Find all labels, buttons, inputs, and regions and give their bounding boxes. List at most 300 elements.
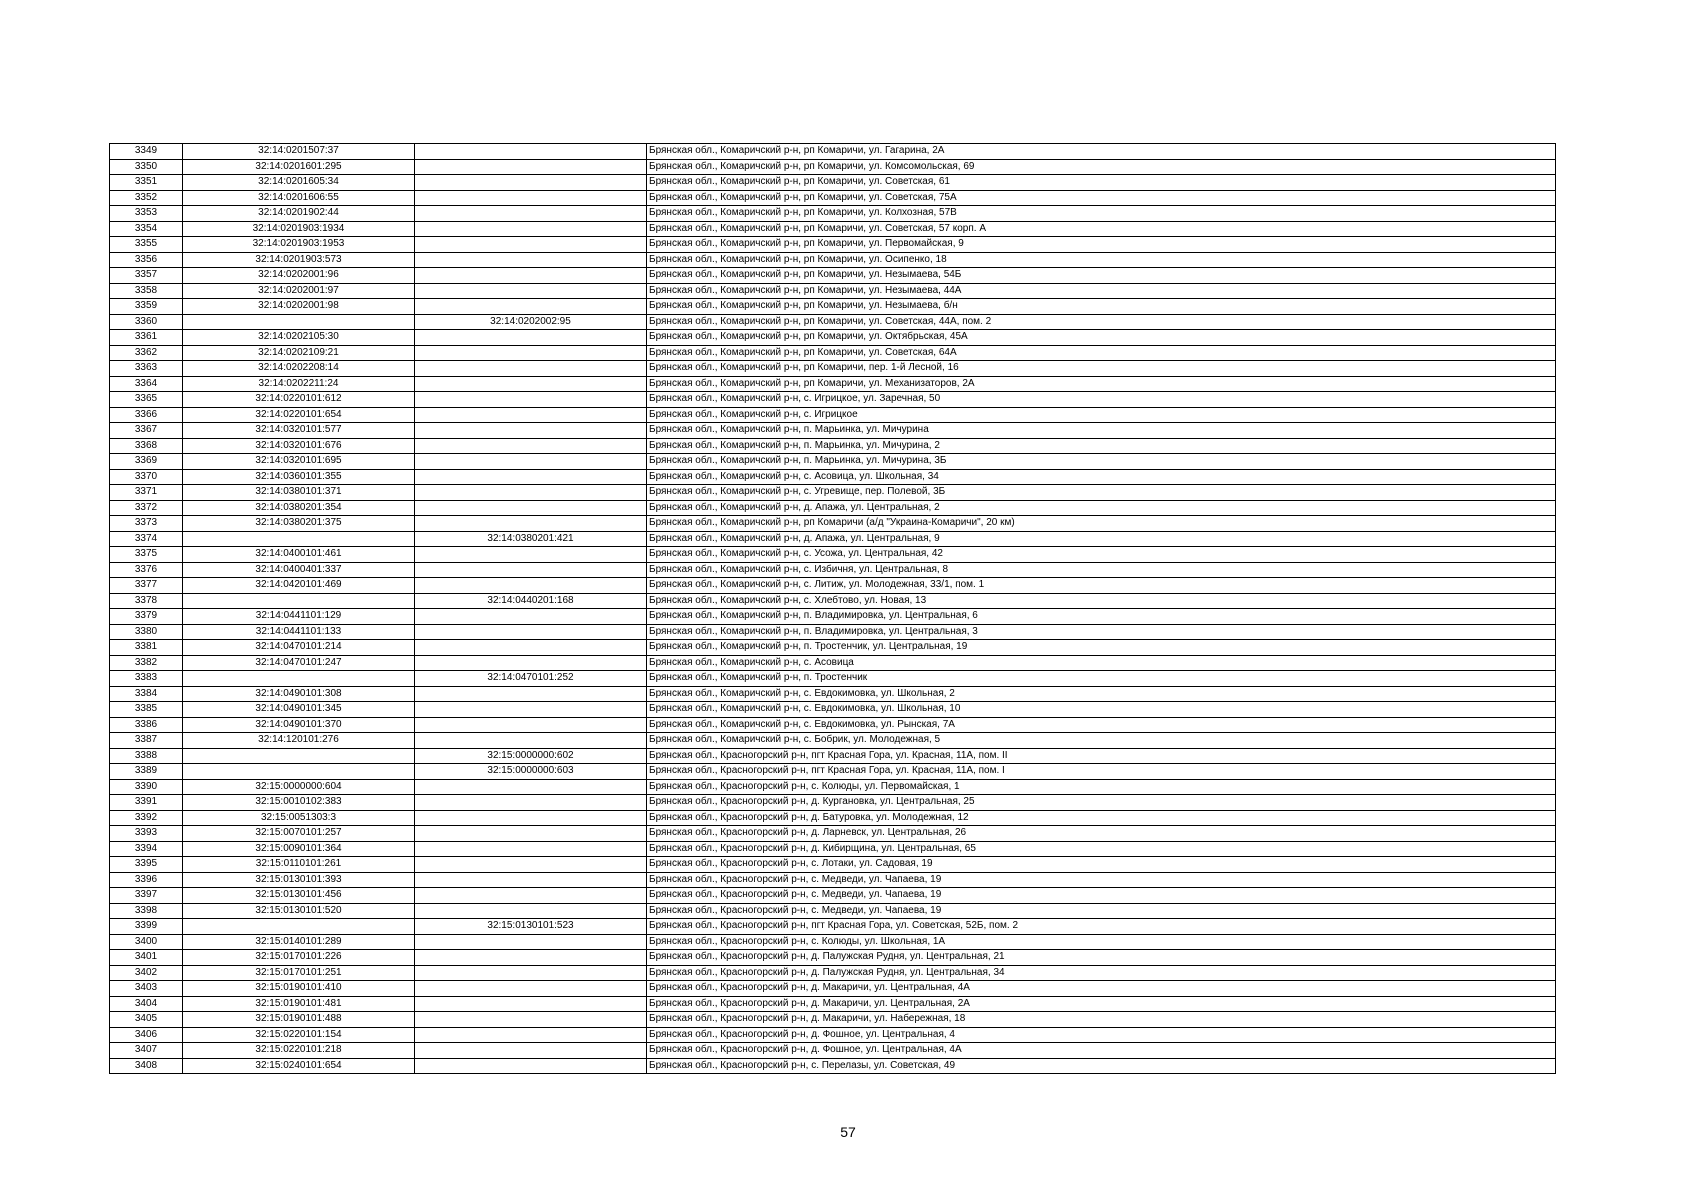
registry-table-body bbox=[110, 144, 1556, 1074]
table-row bbox=[110, 206, 1556, 222]
row-number-cell: 3369 bbox=[110, 454, 183, 470]
cadastral-number-cell bbox=[183, 764, 415, 780]
row-number-cell: 3403 bbox=[110, 981, 183, 997]
row-number-cell: 3375 bbox=[110, 547, 183, 563]
cadastral-number-cell: 32:14:0320101:695 bbox=[183, 454, 415, 470]
table-row bbox=[110, 500, 1556, 516]
table-row bbox=[110, 795, 1556, 811]
table-row bbox=[110, 1058, 1556, 1074]
table-row bbox=[110, 624, 1556, 640]
premises-cadastral-number-cell bbox=[415, 717, 647, 733]
address-cell: Брянская обл., Комаричский р-н, рп Комаричи, ул. Комсомольская, 69 bbox=[647, 159, 1556, 175]
premises-cadastral-number-cell bbox=[415, 733, 647, 749]
table-row bbox=[110, 345, 1556, 361]
table-row bbox=[110, 810, 1556, 826]
premises-cadastral-number-cell bbox=[415, 283, 647, 299]
row-number-cell: 3387 bbox=[110, 733, 183, 749]
row-number-cell: 3378 bbox=[110, 593, 183, 609]
address-cell: Брянская обл., Красногорский р-н, д. Батуровка, ул. Молодежная, 12 bbox=[647, 810, 1556, 826]
cadastral-number-cell: 32:14:120101:276 bbox=[183, 733, 415, 749]
registry-table bbox=[109, 143, 1556, 1074]
cadastral-number-cell: 32:14:0490101:345 bbox=[183, 702, 415, 718]
table-row bbox=[110, 733, 1556, 749]
address-cell: Брянская обл., Красногорский р-н, д. Фошное, ул. Центральная, 4 bbox=[647, 1027, 1556, 1043]
premises-cadastral-number-cell bbox=[415, 469, 647, 485]
table-row bbox=[110, 562, 1556, 578]
table-row bbox=[110, 1027, 1556, 1043]
address-cell: Брянская обл., Красногорский р-н, д. Макаричи, ул. Центральная, 2А bbox=[647, 996, 1556, 1012]
address-cell: Брянская обл., Комаричский р-н, рп Комаричи, ул. Первомайская, 9 bbox=[647, 237, 1556, 253]
address-cell: Брянская обл., Комаричский р-н, с. Хлебтово, ул. Новая, 13 bbox=[647, 593, 1556, 609]
cadastral-number-cell: 32:14:0470101:214 bbox=[183, 640, 415, 656]
row-number-cell: 3354 bbox=[110, 221, 183, 237]
row-number-cell: 3379 bbox=[110, 609, 183, 625]
table-row bbox=[110, 423, 1556, 439]
cadastral-number-cell: 32:14:0400401:337 bbox=[183, 562, 415, 578]
cadastral-number-cell: 32:15:0170101:226 bbox=[183, 950, 415, 966]
cadastral-number-cell: 32:14:0202001:98 bbox=[183, 299, 415, 315]
cadastral-number-cell: 32:15:0010102:383 bbox=[183, 795, 415, 811]
address-cell: Брянская обл., Комаричский р-н, п. Владимировка, ул. Центральная, 3 bbox=[647, 624, 1556, 640]
cadastral-number-cell: 32:15:0170101:251 bbox=[183, 965, 415, 981]
premises-cadastral-number-cell bbox=[415, 547, 647, 563]
address-cell: Брянская обл., Комаричский р-н, п. Марьинка, ул. Мичурина, 2 bbox=[647, 438, 1556, 454]
row-number-cell: 3382 bbox=[110, 655, 183, 671]
premises-cadastral-number-cell bbox=[415, 903, 647, 919]
table-row bbox=[110, 764, 1556, 780]
row-number-cell: 3350 bbox=[110, 159, 183, 175]
table-row bbox=[110, 516, 1556, 532]
table-row bbox=[110, 407, 1556, 423]
address-cell: Брянская обл., Комаричский р-н, д. Апажа, ул. Центральная, 9 bbox=[647, 531, 1556, 547]
cadastral-number-cell: 32:15:0190101:488 bbox=[183, 1012, 415, 1028]
premises-cadastral-number-cell bbox=[415, 345, 647, 361]
row-number-cell: 3368 bbox=[110, 438, 183, 454]
table-row bbox=[110, 593, 1556, 609]
table-row bbox=[110, 330, 1556, 346]
address-cell: Брянская обл., Комаричский р-н, рп Комаричи, ул. Советская, 61 bbox=[647, 175, 1556, 191]
premises-cadastral-number-cell bbox=[415, 996, 647, 1012]
address-cell: Брянская обл., Красногорский р-н, с. Медведи, ул. Чапаева, 19 bbox=[647, 888, 1556, 904]
cadastral-number-cell: 32:14:0490101:308 bbox=[183, 686, 415, 702]
cadastral-number-cell: 32:15:0130101:456 bbox=[183, 888, 415, 904]
table-row bbox=[110, 655, 1556, 671]
cadastral-number-cell bbox=[183, 748, 415, 764]
premises-cadastral-number-cell bbox=[415, 857, 647, 873]
address-cell: Брянская обл., Комаричский р-н, рп Комаричи, ул. Колхозная, 57В bbox=[647, 206, 1556, 222]
table-row bbox=[110, 965, 1556, 981]
address-cell: Брянская обл., Комаричский р-н, рп Комаричи, ул. Октябрьская, 45А bbox=[647, 330, 1556, 346]
premises-cadastral-number-cell bbox=[415, 981, 647, 997]
row-number-cell: 3396 bbox=[110, 872, 183, 888]
cadastral-number-cell: 32:14:0320101:577 bbox=[183, 423, 415, 439]
row-number-cell: 3355 bbox=[110, 237, 183, 253]
table-row bbox=[110, 376, 1556, 392]
premises-cadastral-number-cell bbox=[415, 221, 647, 237]
address-cell: Брянская обл., Красногорский р-н, д. Ларневск, ул. Центральная, 26 bbox=[647, 826, 1556, 842]
cadastral-number-cell: 32:15:0220101:218 bbox=[183, 1043, 415, 1059]
address-cell: Брянская обл., Комаричский р-н, рп Комаричи, ул. Советская, 75А bbox=[647, 190, 1556, 206]
premises-cadastral-number-cell bbox=[415, 841, 647, 857]
row-number-cell: 3349 bbox=[110, 144, 183, 160]
table-row bbox=[110, 857, 1556, 873]
cadastral-number-cell: 32:15:0220101:154 bbox=[183, 1027, 415, 1043]
premises-cadastral-number-cell bbox=[415, 1027, 647, 1043]
address-cell: Брянская обл., Комаричский р-н, с. Евдокимовка, ул. Школьная, 2 bbox=[647, 686, 1556, 702]
premises-cadastral-number-cell bbox=[415, 779, 647, 795]
address-cell: Брянская обл., Комаричский р-н, с. Игрицкое bbox=[647, 407, 1556, 423]
cadastral-number-cell: 32:15:0110101:261 bbox=[183, 857, 415, 873]
premises-cadastral-number-cell bbox=[415, 454, 647, 470]
table-row bbox=[110, 159, 1556, 175]
premises-cadastral-number-cell bbox=[415, 702, 647, 718]
cadastral-number-cell: 32:15:0130101:393 bbox=[183, 872, 415, 888]
row-number-cell: 3385 bbox=[110, 702, 183, 718]
row-number-cell: 3377 bbox=[110, 578, 183, 594]
table-row bbox=[110, 299, 1556, 315]
premises-cadastral-number-cell bbox=[415, 888, 647, 904]
address-cell: Брянская обл., Красногорский р-н, с. Колюды, ул. Школьная, 1А bbox=[647, 934, 1556, 950]
premises-cadastral-number-cell bbox=[415, 376, 647, 392]
table-row bbox=[110, 609, 1556, 625]
cadastral-number-cell: 32:14:0400101:461 bbox=[183, 547, 415, 563]
table-row bbox=[110, 981, 1556, 997]
premises-cadastral-number-cell: 32:15:0130101:523 bbox=[415, 919, 647, 935]
cadastral-number-cell: 32:14:0470101:247 bbox=[183, 655, 415, 671]
table-row bbox=[110, 686, 1556, 702]
address-cell: Брянская обл., Комаричский р-н, рп Комаричи, ул. Советская, 57 корп. А bbox=[647, 221, 1556, 237]
row-number-cell: 3380 bbox=[110, 624, 183, 640]
premises-cadastral-number-cell bbox=[415, 1058, 647, 1074]
row-number-cell: 3391 bbox=[110, 795, 183, 811]
address-cell: Брянская обл., Красногорский р-н, д. Кургановка, ул. Центральная, 25 bbox=[647, 795, 1556, 811]
address-cell: Брянская обл., Красногорский р-н, с. Лотаки, ул. Садовая, 19 bbox=[647, 857, 1556, 873]
address-cell: Брянская обл., Красногорский р-н, д. Палужская Рудня, ул. Центральная, 34 bbox=[647, 965, 1556, 981]
row-number-cell: 3402 bbox=[110, 965, 183, 981]
cadastral-number-cell: 32:14:0201605:34 bbox=[183, 175, 415, 191]
row-number-cell: 3357 bbox=[110, 268, 183, 284]
premises-cadastral-number-cell bbox=[415, 500, 647, 516]
premises-cadastral-number-cell: 32:15:0000000:603 bbox=[415, 764, 647, 780]
address-cell: Брянская обл., Комаричский р-н, рп Комаричи, ул. Механизаторов, 2А bbox=[647, 376, 1556, 392]
table-row bbox=[110, 485, 1556, 501]
address-cell: Брянская обл., Красногорский р-н, пгт Красная Гора, ул. Красная, 11А, пом. I bbox=[647, 764, 1556, 780]
premises-cadastral-number-cell bbox=[415, 392, 647, 408]
table-row bbox=[110, 671, 1556, 687]
row-number-cell: 3360 bbox=[110, 314, 183, 330]
row-number-cell: 3397 bbox=[110, 888, 183, 904]
address-cell: Брянская обл., Комаричский р-н, с. Литиж, ул. Молодежная, 33/1, пом. 1 bbox=[647, 578, 1556, 594]
cadastral-number-cell bbox=[183, 919, 415, 935]
premises-cadastral-number-cell bbox=[415, 624, 647, 640]
premises-cadastral-number-cell bbox=[415, 872, 647, 888]
row-number-cell: 3376 bbox=[110, 562, 183, 578]
table-row bbox=[110, 717, 1556, 733]
cadastral-number-cell: 32:14:0201902:44 bbox=[183, 206, 415, 222]
address-cell: Брянская обл., Комаричский р-н, рп Комаричи, ул. Осипенко, 18 bbox=[647, 252, 1556, 268]
address-cell: Брянская обл., Красногорский р-н, с. Перелазы, ул. Советская, 49 bbox=[647, 1058, 1556, 1074]
row-number-cell: 3386 bbox=[110, 717, 183, 733]
cadastral-number-cell: 32:14:0201903:1953 bbox=[183, 237, 415, 253]
cadastral-number-cell: 32:15:0051303:3 bbox=[183, 810, 415, 826]
address-cell: Брянская обл., Красногорский р-н, с. Медведи, ул. Чапаева, 19 bbox=[647, 903, 1556, 919]
row-number-cell: 3384 bbox=[110, 686, 183, 702]
address-cell: Брянская обл., Комаричский р-н, рп Комаричи, ул. Незымаева, 54Б bbox=[647, 268, 1556, 284]
address-cell: Брянская обл., Комаричский р-н, с. Игрицкое, ул. Заречная, 50 bbox=[647, 392, 1556, 408]
premises-cadastral-number-cell: 32:15:0000000:602 bbox=[415, 748, 647, 764]
premises-cadastral-number-cell bbox=[415, 950, 647, 966]
premises-cadastral-number-cell bbox=[415, 190, 647, 206]
premises-cadastral-number-cell bbox=[415, 175, 647, 191]
row-number-cell: 3389 bbox=[110, 764, 183, 780]
table-row bbox=[110, 438, 1556, 454]
row-number-cell: 3374 bbox=[110, 531, 183, 547]
cadastral-number-cell: 32:14:0201606:55 bbox=[183, 190, 415, 206]
address-cell: Брянская обл., Комаричский р-н, с. Евдокимовка, ул. Рынская, 7А bbox=[647, 717, 1556, 733]
row-number-cell: 3370 bbox=[110, 469, 183, 485]
address-cell: Брянская обл., Комаричский р-н, рп Комаричи, ул. Незымаева, 44А bbox=[647, 283, 1556, 299]
premises-cadastral-number-cell: 32:14:0380201:421 bbox=[415, 531, 647, 547]
address-cell: Брянская обл., Комаричский р-н, с. Избичня, ул. Центральная, 8 bbox=[647, 562, 1556, 578]
premises-cadastral-number-cell bbox=[415, 268, 647, 284]
row-number-cell: 3372 bbox=[110, 500, 183, 516]
row-number-cell: 3373 bbox=[110, 516, 183, 532]
row-number-cell: 3390 bbox=[110, 779, 183, 795]
row-number-cell: 3371 bbox=[110, 485, 183, 501]
premises-cadastral-number-cell bbox=[415, 965, 647, 981]
table-row bbox=[110, 268, 1556, 284]
premises-cadastral-number-cell bbox=[415, 252, 647, 268]
row-number-cell: 3356 bbox=[110, 252, 183, 268]
cadastral-number-cell: 32:14:0202109:21 bbox=[183, 345, 415, 361]
address-cell: Брянская обл., Комаричский р-н, с. Угревище, пер. Полевой, 3Б bbox=[647, 485, 1556, 501]
cadastral-number-cell: 32:14:0202001:96 bbox=[183, 268, 415, 284]
row-number-cell: 3404 bbox=[110, 996, 183, 1012]
row-number-cell: 3394 bbox=[110, 841, 183, 857]
table-row bbox=[110, 144, 1556, 160]
row-number-cell: 3366 bbox=[110, 407, 183, 423]
row-number-cell: 3362 bbox=[110, 345, 183, 361]
cadastral-number-cell: 32:15:0240101:654 bbox=[183, 1058, 415, 1074]
table-row bbox=[110, 919, 1556, 935]
page-number: 57 bbox=[840, 1124, 856, 1140]
address-cell: Брянская обл., Комаричский р-н, рп Комаричи, ул. Гагарина, 2А bbox=[647, 144, 1556, 160]
address-cell: Брянская обл., Комаричский р-н, рп Комаричи, ул. Советская, 64А bbox=[647, 345, 1556, 361]
row-number-cell: 3401 bbox=[110, 950, 183, 966]
address-cell: Брянская обл., Красногорский р-н, д. Макаричи, ул. Центральная, 4А bbox=[647, 981, 1556, 997]
premises-cadastral-number-cell bbox=[415, 407, 647, 423]
table-row bbox=[110, 934, 1556, 950]
table-row bbox=[110, 702, 1556, 718]
row-number-cell: 3399 bbox=[110, 919, 183, 935]
table-row bbox=[110, 888, 1556, 904]
address-cell: Брянская обл., Красногорский р-н, д. Кибирщина, ул. Центральная, 65 bbox=[647, 841, 1556, 857]
premises-cadastral-number-cell bbox=[415, 1012, 647, 1028]
table-row bbox=[110, 252, 1556, 268]
premises-cadastral-number-cell bbox=[415, 640, 647, 656]
table-row bbox=[110, 547, 1556, 563]
cadastral-number-cell bbox=[183, 671, 415, 687]
address-cell: Брянская обл., Комаричский р-н, с. Асовица, ул. Школьная, 34 bbox=[647, 469, 1556, 485]
address-cell: Брянская обл., Комаричский р-н, п. Владимировка, ул. Центральная, 6 bbox=[647, 609, 1556, 625]
table-row bbox=[110, 640, 1556, 656]
premises-cadastral-number-cell bbox=[415, 144, 647, 160]
premises-cadastral-number-cell bbox=[415, 1043, 647, 1059]
table-row bbox=[110, 841, 1556, 857]
premises-cadastral-number-cell bbox=[415, 655, 647, 671]
premises-cadastral-number-cell bbox=[415, 438, 647, 454]
table-row bbox=[110, 175, 1556, 191]
cadastral-number-cell: 32:14:0360101:355 bbox=[183, 469, 415, 485]
address-cell: Брянская обл., Красногорский р-н, пгт Красная Гора, ул. Советская, 52Б, пом. 2 bbox=[647, 919, 1556, 935]
address-cell: Брянская обл., Комаричский р-н, с. Евдокимовка, ул. Школьная, 10 bbox=[647, 702, 1556, 718]
table-row bbox=[110, 826, 1556, 842]
cadastral-number-cell: 32:14:0201601:295 bbox=[183, 159, 415, 175]
table-row bbox=[110, 531, 1556, 547]
address-cell: Брянская обл., Комаричский р-н, с. Асовица bbox=[647, 655, 1556, 671]
premises-cadastral-number-cell: 32:14:0202002:95 bbox=[415, 314, 647, 330]
cadastral-number-cell: 32:14:0220101:612 bbox=[183, 392, 415, 408]
table-row bbox=[110, 314, 1556, 330]
table-row bbox=[110, 221, 1556, 237]
row-number-cell: 3388 bbox=[110, 748, 183, 764]
premises-cadastral-number-cell bbox=[415, 826, 647, 842]
table-row bbox=[110, 578, 1556, 594]
premises-cadastral-number-cell bbox=[415, 609, 647, 625]
address-cell: Брянская обл., Комаричский р-н, с. Бобрик, ул. Молодежная, 5 bbox=[647, 733, 1556, 749]
row-number-cell: 3367 bbox=[110, 423, 183, 439]
row-number-cell: 3358 bbox=[110, 283, 183, 299]
premises-cadastral-number-cell bbox=[415, 159, 647, 175]
address-cell: Брянская обл., Красногорский р-н, с. Медведи, ул. Чапаева, 19 bbox=[647, 872, 1556, 888]
row-number-cell: 3364 bbox=[110, 376, 183, 392]
premises-cadastral-number-cell bbox=[415, 361, 647, 377]
premises-cadastral-number-cell bbox=[415, 299, 647, 315]
table-row bbox=[110, 950, 1556, 966]
address-cell: Брянская обл., Комаричский р-н, п. Марьинка, ул. Мичурина, 3Б bbox=[647, 454, 1556, 470]
address-cell: Брянская обл., Красногорский р-н, д. Макаричи, ул. Набережная, 18 bbox=[647, 1012, 1556, 1028]
cadastral-number-cell bbox=[183, 531, 415, 547]
table-row bbox=[110, 190, 1556, 206]
cadastral-number-cell: 32:14:0441101:133 bbox=[183, 624, 415, 640]
premises-cadastral-number-cell bbox=[415, 423, 647, 439]
premises-cadastral-number-cell bbox=[415, 562, 647, 578]
cadastral-number-cell: 32:14:0420101:469 bbox=[183, 578, 415, 594]
cadastral-number-cell: 32:14:0320101:676 bbox=[183, 438, 415, 454]
premises-cadastral-number-cell bbox=[415, 934, 647, 950]
premises-cadastral-number-cell bbox=[415, 206, 647, 222]
cadastral-number-cell: 32:15:0140101:289 bbox=[183, 934, 415, 950]
row-number-cell: 3407 bbox=[110, 1043, 183, 1059]
row-number-cell: 3381 bbox=[110, 640, 183, 656]
cadastral-number-cell: 32:14:0202001:97 bbox=[183, 283, 415, 299]
cadastral-number-cell bbox=[183, 593, 415, 609]
cadastral-number-cell: 32:15:0000000:604 bbox=[183, 779, 415, 795]
cadastral-number-cell: 32:14:0201903:573 bbox=[183, 252, 415, 268]
row-number-cell: 3392 bbox=[110, 810, 183, 826]
cadastral-number-cell: 32:14:0380201:354 bbox=[183, 500, 415, 516]
cadastral-number-cell: 32:15:0190101:410 bbox=[183, 981, 415, 997]
premises-cadastral-number-cell bbox=[415, 485, 647, 501]
cadastral-number-cell: 32:14:0380101:371 bbox=[183, 485, 415, 501]
table-row bbox=[110, 454, 1556, 470]
table-row bbox=[110, 283, 1556, 299]
address-cell: Брянская обл., Комаричский р-н, рп Комаричи (а/д "Украина-Комаричи", 20 км) bbox=[647, 516, 1556, 532]
premises-cadastral-number-cell bbox=[415, 686, 647, 702]
table-row bbox=[110, 1043, 1556, 1059]
address-cell: Брянская обл., Комаричский р-н, рп Комаричи, пер. 1-й Лесной, 16 bbox=[647, 361, 1556, 377]
row-number-cell: 3359 bbox=[110, 299, 183, 315]
cadastral-number-cell: 32:14:0380201:375 bbox=[183, 516, 415, 532]
row-number-cell: 3398 bbox=[110, 903, 183, 919]
address-cell: Брянская обл., Комаричский р-н, рп Комаричи, ул. Советская, 44А, пом. 2 bbox=[647, 314, 1556, 330]
table-row bbox=[110, 872, 1556, 888]
cadastral-number-cell: 32:14:0202208:14 bbox=[183, 361, 415, 377]
premises-cadastral-number-cell bbox=[415, 330, 647, 346]
cadastral-number-cell: 32:14:0202211:24 bbox=[183, 376, 415, 392]
table-row bbox=[110, 469, 1556, 485]
row-number-cell: 3395 bbox=[110, 857, 183, 873]
address-cell: Брянская обл., Комаричский р-н, п. Тростенчик bbox=[647, 671, 1556, 687]
row-number-cell: 3393 bbox=[110, 826, 183, 842]
row-number-cell: 3405 bbox=[110, 1012, 183, 1028]
cadastral-number-cell: 32:15:0190101:481 bbox=[183, 996, 415, 1012]
row-number-cell: 3353 bbox=[110, 206, 183, 222]
cadastral-number-cell: 32:14:0201903:1934 bbox=[183, 221, 415, 237]
row-number-cell: 3361 bbox=[110, 330, 183, 346]
table-row bbox=[110, 237, 1556, 253]
cadastral-number-cell: 32:14:0220101:654 bbox=[183, 407, 415, 423]
row-number-cell: 3351 bbox=[110, 175, 183, 191]
cadastral-number-cell: 32:14:0202105:30 bbox=[183, 330, 415, 346]
table-row bbox=[110, 779, 1556, 795]
cadastral-number-cell: 32:14:0201507:37 bbox=[183, 144, 415, 160]
address-cell: Брянская обл., Комаричский р-н, д. Апажа, ул. Центральная, 2 bbox=[647, 500, 1556, 516]
row-number-cell: 3408 bbox=[110, 1058, 183, 1074]
cadastral-number-cell bbox=[183, 314, 415, 330]
row-number-cell: 3406 bbox=[110, 1027, 183, 1043]
address-cell: Брянская обл., Комаричский р-н, рп Комаричи, ул. Незымаева, б/н bbox=[647, 299, 1556, 315]
cadastral-number-cell: 32:15:0070101:257 bbox=[183, 826, 415, 842]
row-number-cell: 3400 bbox=[110, 934, 183, 950]
table-row bbox=[110, 903, 1556, 919]
address-cell: Брянская обл., Красногорский р-н, пгт Красная Гора, ул. Красная, 11А, пом. II bbox=[647, 748, 1556, 764]
premises-cadastral-number-cell bbox=[415, 810, 647, 826]
table-row bbox=[110, 1012, 1556, 1028]
premises-cadastral-number-cell: 32:14:0440201:168 bbox=[415, 593, 647, 609]
row-number-cell: 3352 bbox=[110, 190, 183, 206]
cadastral-number-cell: 32:15:0130101:520 bbox=[183, 903, 415, 919]
address-cell: Брянская обл., Комаричский р-н, п. Марьинка, ул. Мичурина bbox=[647, 423, 1556, 439]
address-cell: Брянская обл., Красногорский р-н, д. Палужская Рудня, ул. Центральная, 21 bbox=[647, 950, 1556, 966]
cadastral-number-cell: 32:14:0490101:370 bbox=[183, 717, 415, 733]
table-row bbox=[110, 748, 1556, 764]
premises-cadastral-number-cell bbox=[415, 516, 647, 532]
address-cell: Брянская обл., Комаричский р-н, с. Усожа, ул. Центральная, 42 bbox=[647, 547, 1556, 563]
row-number-cell: 3383 bbox=[110, 671, 183, 687]
row-number-cell: 3365 bbox=[110, 392, 183, 408]
row-number-cell: 3363 bbox=[110, 361, 183, 377]
table-row bbox=[110, 392, 1556, 408]
address-cell: Брянская обл., Комаричский р-н, п. Тростенчик, ул. Центральная, 19 bbox=[647, 640, 1556, 656]
address-cell: Брянская обл., Красногорский р-н, д. Фошное, ул. Центральная, 4А bbox=[647, 1043, 1556, 1059]
premises-cadastral-number-cell bbox=[415, 237, 647, 253]
premises-cadastral-number-cell bbox=[415, 578, 647, 594]
cadastral-number-cell: 32:14:0441101:129 bbox=[183, 609, 415, 625]
table-row bbox=[110, 361, 1556, 377]
address-cell: Брянская обл., Красногорский р-н, с. Колюды, ул. Первомайская, 1 bbox=[647, 779, 1556, 795]
premises-cadastral-number-cell bbox=[415, 795, 647, 811]
